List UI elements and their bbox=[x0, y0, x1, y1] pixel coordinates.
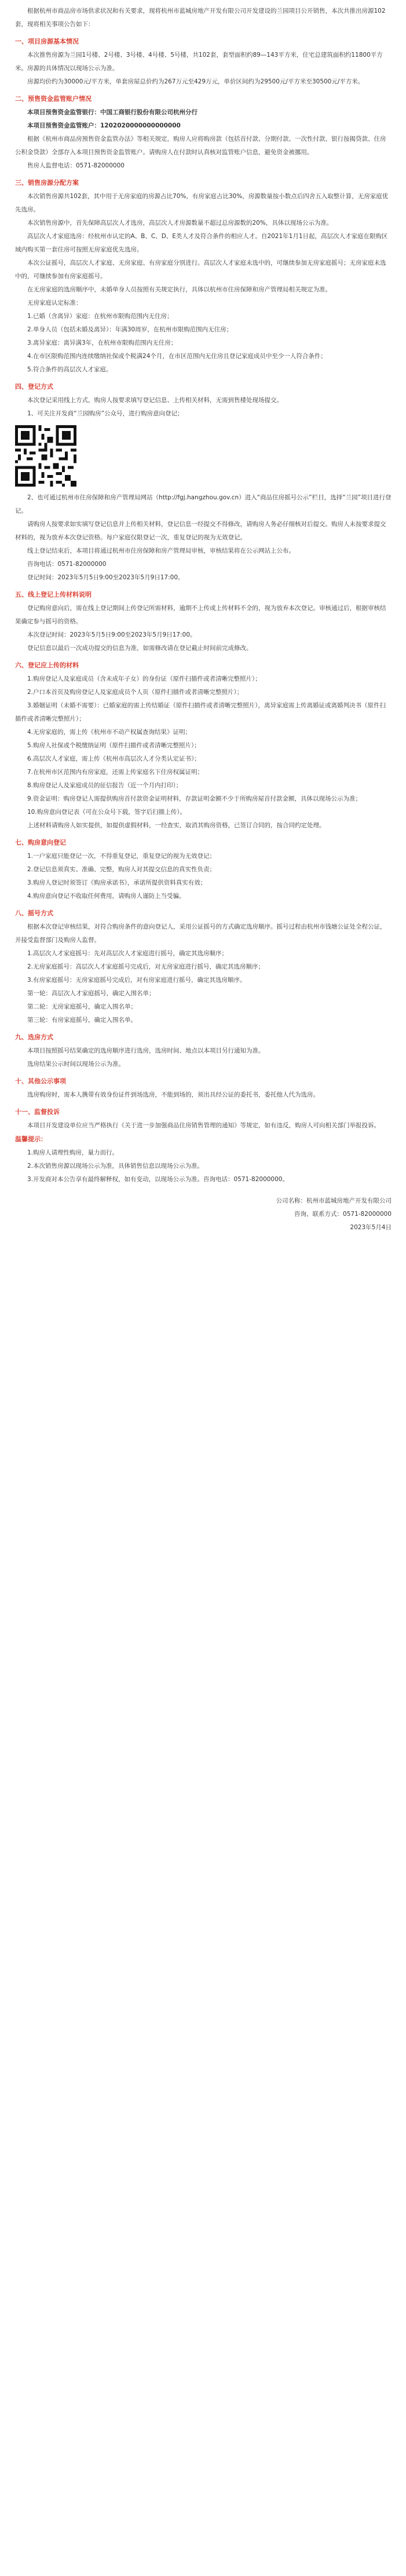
section-2 bbox=[15, 92, 392, 173]
paragraph: 2、也可通过杭州市住房保障和房产管理局网站（http://fgj.hangzhou.gov.cn）进入“商品住房摇号公示”栏目，选择“兰园”项目进行登记。 bbox=[15, 494, 392, 514]
paragraph: 3.有房家庭摇号：无房家庭摇号完成后，对有房家庭进行摇号，确定其选房顺序。 bbox=[27, 977, 246, 984]
paragraph: 第一轮：高层次人才家庭摇号，确定入围名单； bbox=[27, 990, 155, 997]
signature bbox=[15, 1194, 392, 1234]
list-item: 4.无房家庭的，需上传《杭州市不动产权属查询结果》证明； bbox=[27, 729, 192, 736]
paragraph: 上述材料请购房人如实提供，如提供虚假材料，一经查实，取消其购房资格，已签订合同的，按合同约定处理。 bbox=[27, 822, 325, 829]
company-name: 公司名称：杭州市蓝城房地产开发有限公司 bbox=[276, 1197, 392, 1204]
section-title: 五、线上登记上传材料说明 bbox=[15, 591, 92, 598]
paragraph: 第三轮：有房家庭摇号，确定入围名单。 bbox=[27, 1017, 137, 1024]
paragraph: 3.购房人登记时须签订《购房承诺书》，承诺所提供资料真实有效； bbox=[27, 879, 207, 886]
paragraph: 2.登记信息须真实、准确、完整，购房人对其提交信息的真实性负责； bbox=[27, 866, 216, 873]
paragraph: 线上登记结束后，本项目将通过杭州市住房保障和房产管理局审核，审核结果将在公示网站上公布。 bbox=[27, 547, 295, 554]
paragraph: 房源均价约为30000元/平方米，单套房屋总价约为267万元至429万元，单价区间约为29500元/平方米至30500元/平方米。 bbox=[27, 78, 364, 85]
paragraph: 登记信息以最后一次成功提交的信息为准，如需修改请在登记截止时间前完成修改。 bbox=[27, 645, 253, 652]
announcement bbox=[15, 5, 392, 1234]
list-item: 4.在市区限购范围内连续缴纳社保或个税满24个月，在市区范围内无住房且登记家庭成员中至少一人符合条件； bbox=[27, 353, 327, 360]
tips-heading: 温馨提示： bbox=[15, 1135, 47, 1143]
section-9 bbox=[15, 1031, 392, 1071]
section-title: 一、项目房源基本情况 bbox=[15, 38, 79, 45]
section-title: 二、预售资金监管账户情况 bbox=[15, 95, 92, 103]
paragraph: 登记购房意向后，需在线上登记期间上传登记所需材料，逾期不上传或上传材料不全的，视为放弃本次登记。审核通过后，根据审核结果确定参与摇号的资格。 bbox=[15, 605, 386, 625]
paragraph: 本项目按照摇号结果确定的选房顺序进行选房，选房时间、地点以本项目另行通知为准。 bbox=[27, 1047, 265, 1054]
paragraph: 3.开发商对本公告享有最终解释权，如有变动，以现场公示为准。咨询电话：0571-82000000。 bbox=[27, 1176, 288, 1183]
paragraph: 本次登记采用线上方式，购房人按要求填写登记信息、上传相关材料，无需到售楼处现场提交。 bbox=[27, 397, 283, 404]
paragraph: 根据《杭州市商品房预售资金监管办法》等相关规定，购房人应将购房款（包括首付款、分期付款、一次性付款、银行按揭贷款、住房公积金贷款）全部存入本项目预售资金监管账户。请购房人在付款时认真核对监管账户信息，避免资金被挪用。 bbox=[15, 136, 386, 156]
paragraph: 本次销售房源中，首先保障高层次人才选房，高层次人才房源数量不超过总房源数的20%，具体以现场公示为准。 bbox=[27, 220, 333, 226]
list-item: 8.购房登记人及家庭成员的征信报告（近一个月内打印）； bbox=[27, 782, 182, 789]
paragraph: 本次推售房源为兰园1号楼、2号楼、3号楼、4号楼、5号楼，共102套，套型面积约89—143平方米，住宅总建筑面积约11800平方米。房源的具体情况以现场公示为准。 bbox=[15, 52, 383, 72]
paragraph: 本次销售房源共102套，其中用于无房家庭的房源占比70%，有房家庭占比30%，房源数量按小数点后四舍五入取整计算，无房家庭优先选房。 bbox=[15, 193, 389, 213]
list-item: 9.资金证明：购房登记人需提供购房首付款资金证明材料，存款证明金额不少于所购房屋首付款金额，具体以现场公示为准； bbox=[27, 795, 362, 802]
list-item: 5.符合条件的高层次人才家庭。 bbox=[27, 366, 112, 373]
list-item: 10.购房意向登记表（可在公众号下载，签字后扫描上传）。 bbox=[27, 809, 186, 816]
paragraph: 1.高层次人才家庭摇号：先对高层次人才家庭进行摇号，确定其选房顺序； bbox=[27, 950, 228, 957]
supervision-account: 本项目预售资金监管账户：1202020000000000000 bbox=[27, 122, 181, 129]
list-item: 6.高层次人才家庭，需上传《杭州市高层次人才分类认定证书》； bbox=[27, 755, 200, 762]
list-item: 5.购房人社保或个税缴纳证明（原件扫描件或者清晰完整照片）； bbox=[27, 742, 200, 749]
consult-phone: 咨询电话：0571-82000000 bbox=[27, 561, 107, 568]
paragraph: 高层次人才家庭选房：经杭州市认定的A、B、C、D、E类人才及符合条件的相应人才。自2021年1月1日起，高层次人才家庭在限购区域内购买第一套住房可按照无房家庭优先选房。 bbox=[15, 233, 388, 253]
list-item: 1.已婚（含离异）家庭：在杭州市限购范围内无住房； bbox=[27, 313, 173, 320]
section-11 bbox=[15, 1105, 392, 1186]
section-6 bbox=[15, 659, 392, 832]
register-time: 登记时间：2023年5月5日9:00至2023年5月9日17:00。 bbox=[27, 574, 184, 581]
list-item: 7.在杭州市区范围内有房家庭，还需上传家庭名下住房权属证明； bbox=[27, 769, 204, 776]
paragraph: 本次公证摇号，高层次人才家庭、无房家庭、有房家庭分别进行。高层次人才家庭未选中的，可继续参加无房家庭摇号；无房家庭未选中的，可继续参加有房家庭摇号。 bbox=[15, 260, 386, 280]
supervision-bank: 本项目预售资金监管银行：中国工商银行股份有限公司杭州分行 bbox=[27, 109, 197, 116]
paragraph: 2.无房家庭摇号：高层次人才家庭摇号完成后，对无房家庭进行摇号，确定其选房顺序； bbox=[27, 963, 265, 970]
qr-code-image[interactable] bbox=[15, 425, 76, 487]
list-item: 2.户口本首页及购房登记人及家庭成员个人页（原件扫描件或者清晰完整照片）； bbox=[27, 689, 243, 696]
paragraph: 本次登记时间：2023年5月5日9:00至2023年5月9日17:00。 bbox=[27, 631, 196, 638]
paragraph: 第二轮：无房家庭摇号，确定入围名单； bbox=[27, 1003, 137, 1010]
section-4 bbox=[15, 380, 392, 584]
section-title: 十、其他公示事项 bbox=[15, 1077, 66, 1085]
paragraph: 选房购房时，需本人携带有效身份证件到场选房，不能到场的，须出具经公证的委托书，委托他人代为选房。 bbox=[27, 1091, 319, 1098]
section-title: 九、选房方式 bbox=[15, 1033, 53, 1041]
section-title: 三、销售房源分配方案 bbox=[15, 179, 79, 187]
section-1 bbox=[15, 35, 392, 89]
publish-date: 2023年5月4日 bbox=[350, 1224, 392, 1231]
contact-phone: 咨询、联系方式：0571-82000000 bbox=[294, 1211, 392, 1218]
paragraph: 请购房人按要求如实填写登记信息并上传相关材料，登记信息一经提交不得修改，请购房人务必仔细核对后提交。购房人未按要求提交材料的，视为放弃本次登记资格。每户家庭仅限登记一次，重复登记的视为无效登记。 bbox=[15, 521, 386, 541]
paragraph: 2.本次销售房源以现场公示为准，具体销售信息以现场公示为准。 bbox=[27, 1163, 204, 1170]
paragraph: 选房结果公示时间以现场公示为准。 bbox=[27, 1061, 125, 1068]
section-title: 四、登记方式 bbox=[15, 383, 53, 390]
section-title: 六、登记应上传的材料 bbox=[15, 662, 79, 669]
paragraph: 1.一户家庭只能登记一次，不得重复登记，重复登记的视为无效登记； bbox=[27, 853, 216, 860]
paragraph: 根据本次登记审核结果，对符合购房条件的意向登记人，采用公证摇号的方式确定选房顺序。摇号过程由杭州市钱塘公证处全程公证，并接受监督部门及购房人监督。 bbox=[15, 923, 386, 944]
section-7 bbox=[15, 836, 392, 903]
paragraph: 4.购房意向登记不收取任何费用，请购房人谨防上当受骗。 bbox=[27, 893, 185, 900]
paragraph: 无房家庭认定标准： bbox=[27, 299, 82, 306]
intro-paragraph: 根据杭州市商品房市场供求状况和有关要求，现将杭州市蓝城房地产开发有限公司开发建设的兰园项目公开销售，本次共推出房源102套，现将相关事项公告如下： bbox=[15, 8, 386, 28]
paragraph: 在无房家庭的选房顺序中，未婚单身人员按照有关规定执行，具体以杭州市住房保障和房产管理局相关规定为准。 bbox=[27, 286, 331, 293]
paragraph: 1、可关注开发商“兰园购房”公众号，进行购房意向登记； bbox=[27, 410, 184, 417]
section-title: 八、摇号方式 bbox=[15, 909, 53, 917]
paragraph: 1.购房人请理性购房，量力而行。 bbox=[27, 1149, 119, 1156]
list-item: 3.离异家庭：离异满3年，在杭州市限购范围内无住房； bbox=[27, 339, 177, 346]
list-item: 1.购房登记人及家庭成员（含未成年子女）的身份证（原件扫描件或者清晰完整照片）； bbox=[27, 675, 261, 682]
section-8 bbox=[15, 907, 392, 1027]
section-3 bbox=[15, 176, 392, 377]
section-5 bbox=[15, 588, 392, 655]
section-title: 十一、监督投诉 bbox=[15, 1108, 60, 1116]
list-item: 3.婚姻证明（未婚不需要）：已婚家庭的需上传结婚证（原件扫描件或者清晰完整照片），离异家庭需上传离婚证或离婚判决书（原件扫描件或者清晰完整照片）； bbox=[15, 702, 386, 722]
supervision-phone: 售房人监督电话：0571-82000000 bbox=[27, 162, 125, 169]
list-item: 2.单身人员（包括未婚及离异）：年满30周岁，在杭州市限购范围内无住房； bbox=[27, 326, 233, 333]
section-10 bbox=[15, 1075, 392, 1102]
paragraph: 本项目开发建设单位应当严格执行《关于进一步加强商品住房销售管理的通知》等规定，如有违反，购房人可向相关部门举报投诉。 bbox=[27, 1122, 380, 1129]
section-title: 七、购房意向登记 bbox=[15, 839, 66, 846]
qr-code-icon bbox=[15, 425, 76, 487]
